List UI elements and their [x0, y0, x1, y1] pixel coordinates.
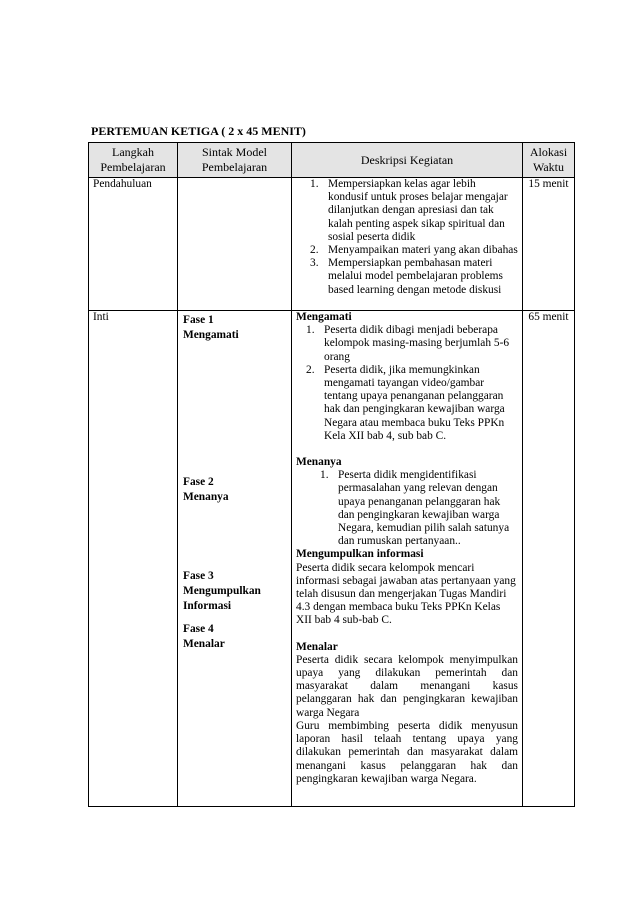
menalar-text-1: Peserta didik secara kelompok menyimpulkan upaya yang dilakukan pemerintah dan masyarakat dalam menangani kasus pelanggaran hak dan pengingkaran kewajiban warga Negara	[296, 653, 518, 719]
mengumpulkan-text: Peserta didik secara kelompok mencari informasi sebagai jawaban atas pertanyaan yang telah disusun dan mengerjakan Tugas Mandiri 4.3 dengan membaca buku Teks PPKn Kelas XII bab 4 sub-bab C.	[296, 561, 516, 627]
header-alokasi: Alokasi Waktu	[523, 143, 575, 178]
mengamati-heading: Mengamati	[296, 311, 352, 323]
fase-4: Fase 4 Menalar	[183, 623, 225, 650]
description-cell	[292, 311, 523, 807]
menanya-list	[296, 469, 518, 548]
lesson-plan-table	[88, 142, 575, 807]
mengumpulkan-heading: Mengumpulkan informasi	[296, 548, 424, 561]
fase-2: Fase 2 Menanya	[183, 476, 229, 503]
menanya-heading: Menanya	[296, 456, 342, 469]
list-item: 2. Menyampaikan materi yang akan dibahas	[310, 244, 518, 257]
list-item: 2. Peserta didik, jika memungkinkan mengamati tayangan video/gambar tentang upaya penanganan pelanggaran hak dan pengingkaran kewajiban warga Negara atau membaca buku Teks PPKn Kela XII bab 4, sub bab C.	[306, 363, 505, 442]
sintak-cell	[178, 178, 292, 311]
header-sintak: Sintak Model Pembelajaran	[178, 143, 292, 178]
table-header-row	[89, 143, 575, 178]
step-cell: Pendahuluan	[89, 178, 178, 311]
header-langkah: Langkah Pembelajaran	[89, 143, 178, 178]
sintak-cell	[178, 311, 292, 807]
table-row-pendahuluan	[89, 178, 575, 311]
fase-3: Fase 3 Mengumpulkan Informasi	[183, 570, 261, 612]
list-item: 1. Peserta didik mengidentifikasi permasalahan yang relevan dengan upaya penanganan pelanggaran hak dan pengingkaran kewajiban warga Negara, kemudian pilih salah satunya dan rumuskan pertanyaan..	[320, 469, 510, 548]
step-cell: Inti	[89, 311, 178, 807]
time-cell: 65 menit	[523, 311, 575, 807]
fase-1: Fase 1 Mengamati	[183, 314, 239, 341]
time-cell: 15 menit	[523, 178, 575, 311]
menalar-heading: Menalar	[296, 640, 338, 653]
description-cell	[292, 178, 523, 311]
table-row-inti	[89, 311, 575, 807]
list-item: 1. Peserta didik dibagi menjadi beberapa kelompok masing-masing berjumlah 5-6 orang	[306, 324, 510, 363]
menalar-text-2: Guru membimbing peserta didik menyusun laporan hasil telaah tentang upaya yang dilakukan pemerintah dan masyarakat dalam menangani kasus pelanggaran hak dan pengingkaran kewajiban warga Negara.	[296, 719, 518, 785]
mengamati-list	[296, 324, 518, 443]
page-title: PERTEMUAN KETIGA ( 2 x 45 MENIT)	[91, 124, 306, 138]
pendahuluan-list	[310, 178, 518, 297]
list-item: 3. Mempersiapkan pembahasan materi melalui model pembelajaran problems based learning dengan metode diskusi	[310, 257, 503, 296]
list-item: 1. Mempersiapkan kelas agar lebih kondusif untuk proses belajar mengajar dilanjutkan dengan apresiasi dan tak kalah penting aspek sikap spiritual dan sosial peserta didik	[310, 178, 508, 243]
header-deskripsi: Deskripsi Kegiatan	[292, 143, 523, 178]
